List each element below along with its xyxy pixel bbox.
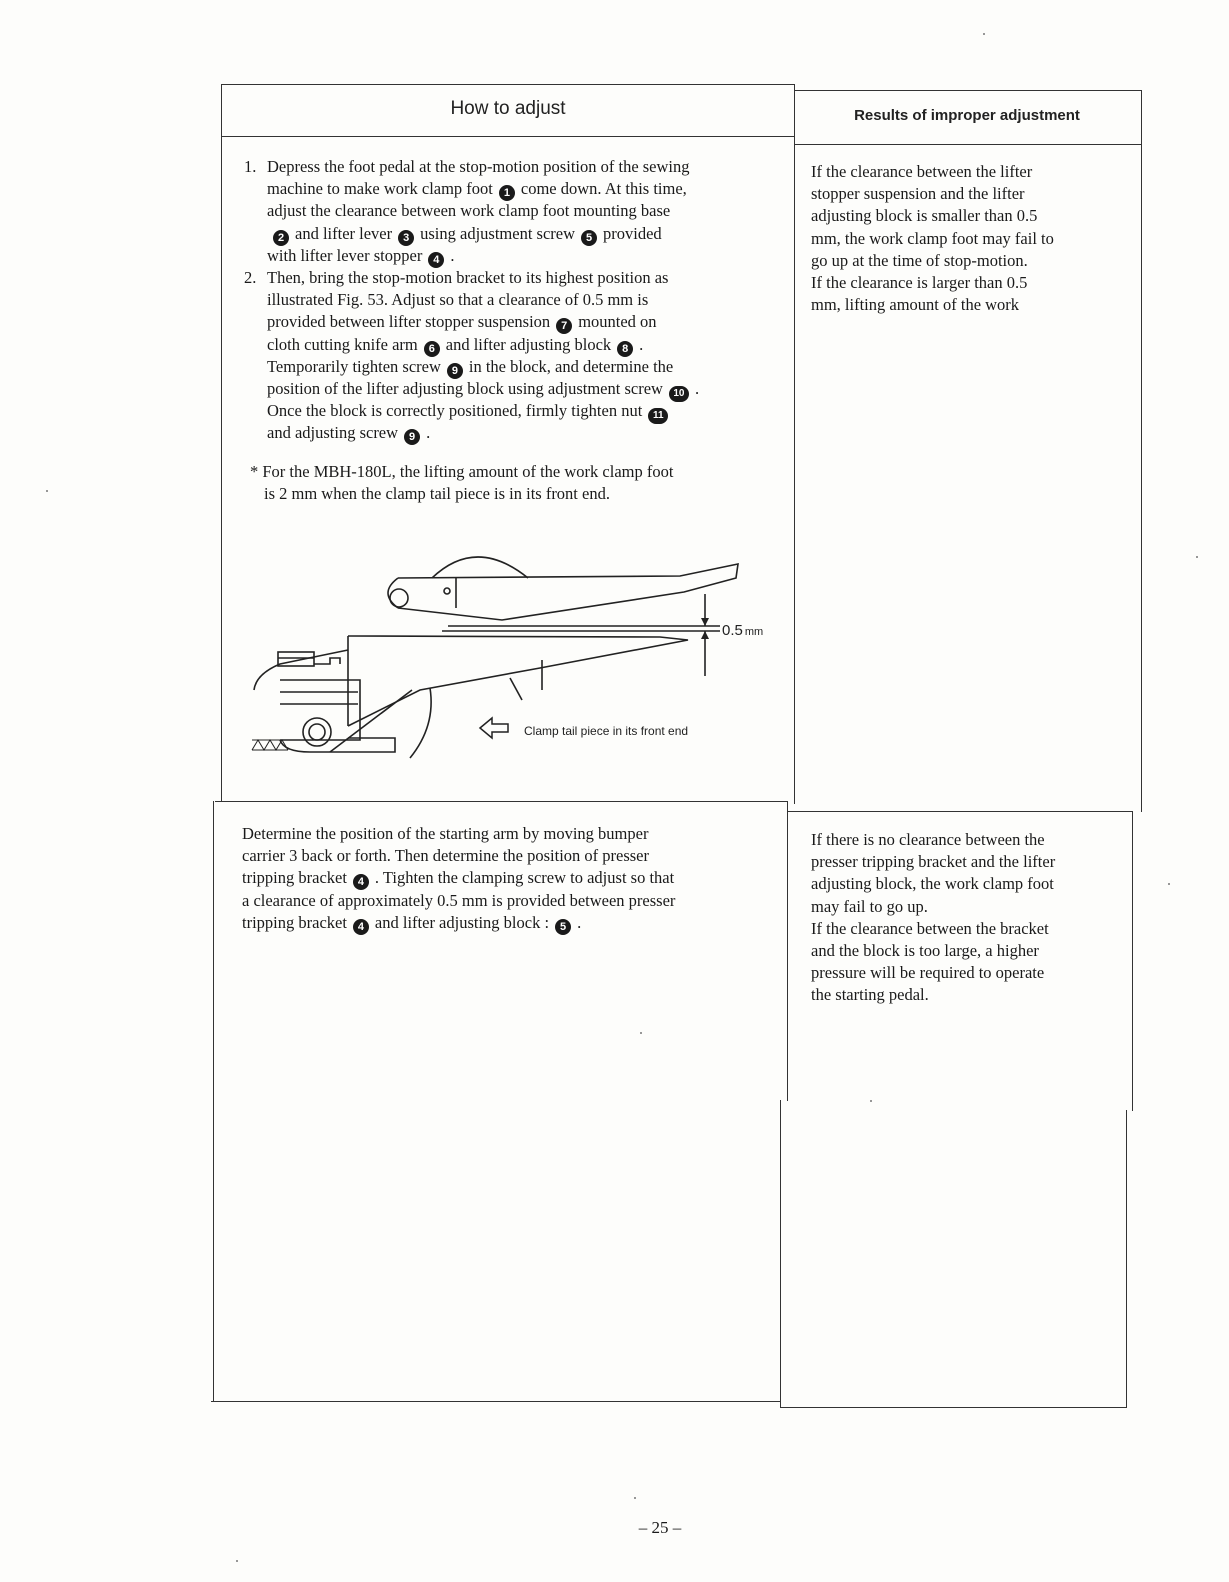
step2-line: [244, 400, 699, 422]
table-left-border-lower: [213, 801, 214, 1402]
text-run: Depress the foot pedal at the stop-motion position of the sewing: [267, 157, 690, 176]
step2-line: [244, 422, 699, 444]
clamp-clearance-figure: [240, 540, 780, 770]
results-text-1: [811, 161, 1054, 316]
pin-left: [510, 678, 522, 700]
circled-number-8: 8: [617, 341, 633, 357]
lever-arc: [432, 557, 528, 578]
step1-line: [244, 223, 699, 245]
step2-line: [244, 289, 699, 311]
text-run: . Tighten the clamping screw to adjust so that: [374, 868, 675, 888]
text-run: mounted on: [578, 312, 657, 332]
roller-outer: [303, 718, 331, 746]
result2-line: adjusting block, the work clamp foot: [811, 874, 1054, 894]
result1-line: adjusting block is smaller than 0.5: [811, 206, 1038, 226]
text-run: tripping bracket: [242, 868, 347, 888]
lever-small-hole: [444, 588, 450, 594]
text-run: and adjusting screw: [267, 423, 399, 443]
table-right-border-upper: [1141, 90, 1142, 812]
result1-line: go up at the time of stop-motion.: [811, 250, 1028, 270]
text-run: .: [426, 423, 431, 443]
text-run: and lifter adjusting block: [445, 334, 612, 354]
note-line-1: For the MBH-180L, the lifting amount of the work clamp foot: [262, 462, 674, 481]
step2-line: [244, 378, 699, 400]
result2-line: and the block is too large, a higher: [811, 940, 1039, 960]
column-divider-upper: [794, 84, 795, 804]
result1-line: If the clearance is larger than 0.5: [811, 272, 1028, 292]
header-rule-right: [794, 144, 1142, 145]
result2-line: If the clearance between the bracket: [811, 918, 1049, 938]
result2-line: pressure will be required to operate: [811, 963, 1045, 983]
adjust-instructions-2: [242, 823, 675, 934]
step1-line: [244, 156, 699, 178]
table-bottom-rule-left: [211, 1401, 780, 1402]
step2-line: [244, 311, 699, 333]
step1-line: [244, 245, 699, 267]
text-run: Determine the position of the starting arm by moving bumper: [242, 824, 649, 843]
lower-base-plate: [348, 636, 688, 726]
table-right-border-lower: [1126, 1110, 1127, 1408]
text-run: machine to make work clamp foot: [267, 179, 493, 199]
text-run: carrier 3 back or forth. Then determine the position of presser: [242, 846, 650, 866]
note-star: *: [250, 462, 259, 481]
upper-lever-end: [388, 578, 398, 608]
text-run: using adjustment screw: [420, 223, 576, 243]
circled-number-9: 9: [404, 429, 420, 445]
text-run: Temporarily tighten screw: [267, 356, 441, 376]
text-run: illustrated Fig. 53. Adjust so that a clearance of 0.5 mm is: [267, 290, 649, 310]
table-left-border-upper: [221, 84, 222, 802]
text-run: .: [639, 334, 644, 354]
dim-arrow-down: [701, 618, 709, 626]
circled-number-6: 6: [424, 341, 440, 357]
step1-line: [244, 200, 699, 222]
header-how-to-adjust: How to adjust: [450, 98, 566, 119]
step2-line: [244, 356, 699, 378]
text-run: .: [577, 912, 582, 932]
circled-number-5: 5: [581, 230, 597, 246]
circled-number-5: 5: [555, 919, 571, 935]
foot-diagonal: [330, 690, 412, 752]
table-top-rule-right: [794, 90, 1142, 91]
circled-number-7: 7: [556, 318, 572, 334]
text-run: come down. At this time,: [520, 179, 687, 199]
text-run: position of the lifter adjusting block using adjustment screw: [267, 378, 663, 398]
results-text-2: [811, 829, 1055, 1007]
result2-line: the starting pedal.: [811, 985, 929, 1005]
left-arrow-icon: [480, 718, 508, 738]
text-run: in the block, and determine the: [468, 356, 674, 376]
text-run: provided between lifter stopper suspension: [267, 312, 551, 332]
text-run: cloth cutting knife arm: [267, 334, 418, 354]
text-run: provided: [603, 223, 662, 243]
text-run: .: [450, 245, 455, 265]
text-run: .: [694, 378, 700, 398]
circled-number-9: 9: [447, 363, 463, 379]
row-divider-right: [788, 811, 1133, 812]
step1-line: [244, 178, 699, 200]
result1-line: mm, the work clamp foot may fail to: [811, 228, 1054, 248]
result2-line: presser tripping bracket and the lifter: [811, 852, 1056, 872]
text-run: adjust the clearance between work clamp foot mounting base: [267, 201, 671, 221]
page-number: – 25 –: [638, 1518, 682, 1537]
circled-number-4: 4: [428, 252, 444, 268]
text-run: with lifter lever stopper: [267, 245, 423, 265]
result1-line: stopper suspension and the lifter: [811, 184, 1025, 204]
result2-line: may fail to go up.: [811, 896, 928, 916]
text-run: Then, bring the stop-motion bracket to its highest position as: [267, 267, 669, 287]
section2-line: [242, 867, 675, 889]
header-results-improper: Results of improper adjustment: [854, 107, 1080, 124]
text-run: and lifter lever: [295, 223, 393, 243]
table-top-rule-left: [221, 84, 795, 85]
column-divider-lower: [780, 1100, 781, 1407]
section2-line: [242, 845, 675, 867]
section2-line: [242, 890, 675, 912]
circled-number-2: 2: [273, 230, 289, 246]
text-run: tripping bracket: [242, 912, 347, 932]
circled-number-10: 10: [669, 386, 689, 402]
column-divider-middle: [787, 801, 788, 1101]
result1-line: If the clearance between the lifter: [811, 162, 1033, 181]
table-bottom-rule-right: [780, 1407, 1127, 1408]
model-note: [250, 461, 673, 505]
step2-line: [244, 334, 699, 356]
circled-number-11: 11: [648, 408, 668, 424]
roller-inner: [309, 724, 325, 740]
circled-number-1: 1: [499, 185, 515, 201]
circled-number-4: 4: [353, 919, 369, 935]
dim-arrow-up: [701, 631, 709, 639]
table-right-border-middle: [1132, 811, 1133, 1111]
text-run: and lifter adjusting block :: [374, 912, 550, 932]
step-number: 2.: [244, 267, 257, 287]
result2-line: If there is no clearance between the: [811, 830, 1045, 849]
section2-line: [242, 912, 675, 934]
dimension-label: 0.5 mm: [722, 622, 764, 639]
arrow-label: Clamp tail piece in its front end: [524, 724, 689, 738]
circled-number-4: 4: [353, 874, 369, 890]
step-number: 1.: [244, 157, 257, 176]
row-divider-left: [215, 801, 788, 802]
circled-number-3: 3: [398, 230, 414, 246]
lever-pivot-circle: [390, 589, 408, 607]
foot-curve: [410, 688, 431, 758]
header-rule-left: [221, 136, 795, 137]
step2-line: [244, 267, 699, 289]
section2-line: [242, 823, 675, 845]
text-run: a clearance of approximately 0.5 mm is provided between presser: [242, 890, 676, 910]
adjust-instructions-1: [244, 156, 699, 444]
result1-line: mm, lifting amount of the work: [811, 295, 1020, 315]
base-left-curve: [254, 650, 348, 690]
text-run: Once the block is correctly positioned, firmly tighten nut: [267, 401, 643, 421]
note-line-2: is 2 mm when the clamp tail piece is in its front end.: [264, 484, 610, 504]
